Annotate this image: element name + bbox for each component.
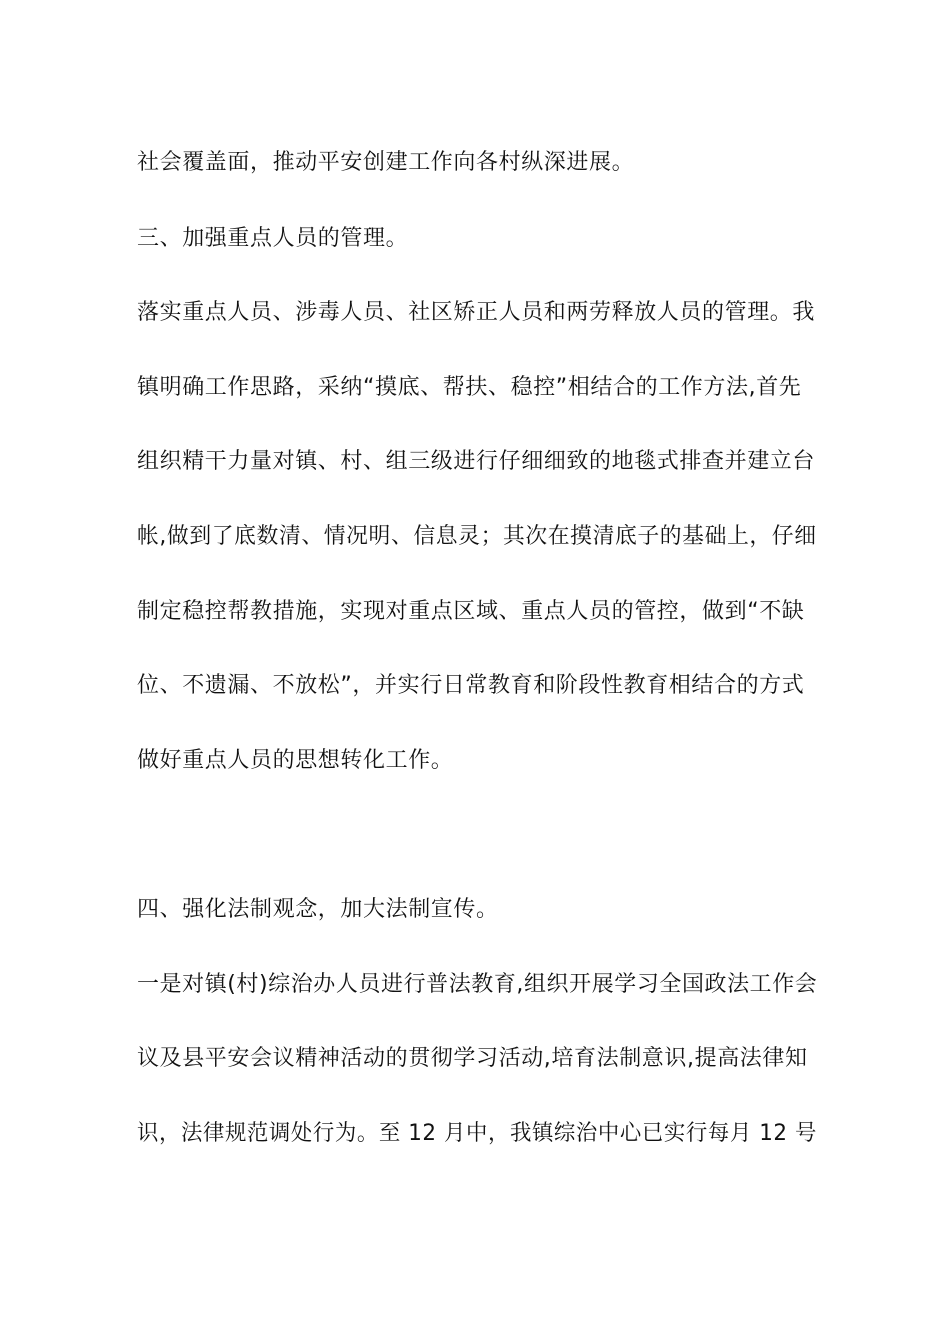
section-heading: 四、强化法制观念，加大法制宣传。 <box>137 897 499 922</box>
text-line: 一是对镇(村)综治办人员进行普法教育,组织开展学习全国政法工作会 <box>137 972 818 997</box>
text-line: 制定稳控帮教措施，实现对重点区域、重点人员的管控，做到“不缺 <box>137 599 805 624</box>
section-heading: 三、加强重点人员的管理。 <box>137 226 409 251</box>
text-line: 镇明确工作思路，采纳“摸底、帮扶、稳控”相结合的工作方法,首先 <box>137 375 802 400</box>
text-line: 组织精干力量对镇、村、组三级进行仔细细致的地毯式排查并建立台 <box>137 449 816 474</box>
text-line: 做好重点人员的思想转化工作。 <box>137 748 454 773</box>
text-line: 落实重点人员、涉毒人员、社区矫正人员和两劳释放人员的管理。我 <box>137 300 816 325</box>
text-line: 社会覆盖面，推动平安创建工作向各村纵深进展。 <box>137 150 635 175</box>
text-line: 位、不遗漏、不放松”，并实行日常教育和阶段性教育相结合的方式 <box>137 673 805 698</box>
text-line: 议及县平安会议精神活动的贯彻学习活动,培育法制意识,提高法律知 <box>137 1046 808 1071</box>
text-line: 帐,做到了底数清、情况明、信息灵；其次在摸清底子的基础上，仔细 <box>137 524 817 549</box>
text-line: 识，法律规范调处行为。至 12 月中，我镇综治中心已实行每月 12 号 <box>137 1121 817 1146</box>
